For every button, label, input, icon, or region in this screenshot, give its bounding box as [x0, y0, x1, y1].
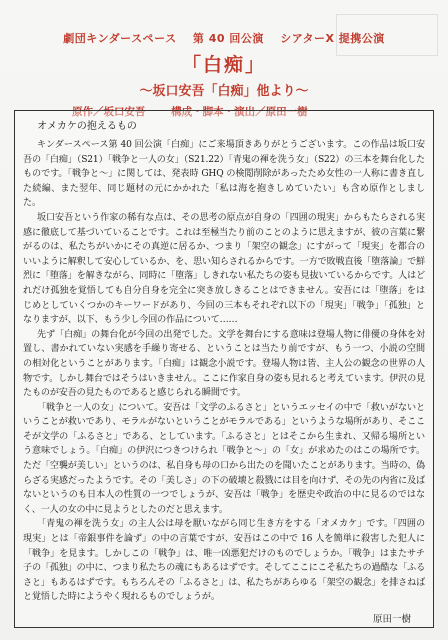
partner-theater: シアターX 提携公演 — [280, 32, 385, 45]
essay-signature: 原田一樹 — [372, 614, 411, 625]
essay-box — [14, 110, 434, 628]
play-title: 「白痴」 — [181, 54, 266, 76]
play-subtitle: 〜坂口安吾「白痴」他より〜 — [139, 84, 309, 99]
essay-paragraph: 坂口安吾という作家の稀有な点は、その思考の原点が自身の「四囲の現実」からもたらされる実感に徹底して基づいていることです。これは至極当たり前のことのように思えますが、彼の言葉に繋がるのは、私たちがいかにその真逆に居るか、つまり「架空の観念」にすがって「現実」を都合のいいように解釈して安心しているか、を、思い知らされるからです。一方で敗戦直後「堕落論」で鮮烈に「堕落」を解きながら、同時に「堕落」しきれない私たちの姿も見抜いているからです。人はどれだけ孤独を覚悟しても自分自身を完全に突き放しきることはできません。安吾には「堕落」をはじめとしていくつかのキーワードがあり、今回の三本もそれぞれ以下の「現実」「戦争」「孤独」となりますが、以下、もう少し今回の作品について…… — [23, 212, 425, 326]
director-credit: 構成・脚本・演出／原田一樹 — [171, 106, 308, 118]
company-name: 劇団キンダースペース — [63, 32, 177, 45]
essay-paragraph: 「戦争と一人の女」について。安吾は「文学のふるさと」というエッセイの中で「救いがないということが救いであり、モラルがないということがモラルである」というような場所があり、そここそが文学の「ふるさと」である、としています。「ふるさと」とはそこから生まれ、又帰る場所という意味でしょう。「白痴」の伊沢につきつけられ「戦争と〜」の「女」が求めたのはこの場所です。ただ「空襲が美しい」というのは、私自身も母の口から出たのを聞いたことがあります。当時の、偽らざる実感だったようです。その「美しさ」の下の破壊と殺戮には目を向けず、その先の内省に及ばないというのも日本人の性質の一つでしょうが、安吾は「戦争」を歴史や政治の中に見るのではなく、一人の女の中に見ようとしたのだと思えます。 — [23, 402, 425, 515]
original-author-credit: 原作／坂口安吾 — [72, 106, 146, 118]
essay-paragraph: 「青鬼の褌を洗う女」の主人公は母を厭いながら同じ生き方をする「オメカケ」です。「四囲の現実」とは「帝銀事件を論ず」の中の言葉ですが、安吾はこの中で 16 人を簡単に殺害した犯人に「戦争」を見ます。しかしこの「戦争」は、唯一凶悪犯だけのものでしょうか。「戦争」はまたサチ子の「孤独」の中に、つまり私たちの魂にもあるはずです。そしてここにこそ私たちの過酷な「ふるさと」もあるはずです。もちろんその「ふるさと」は、私たちがあらゆる「架空の観念」を排さねばと覚悟した時にようやく現れるものでしょうが。 — [23, 519, 426, 603]
essay-heading: オメカケの抱えるもの — [37, 121, 137, 132]
organization-line — [0, 30, 448, 46]
essay-paragraph: 先ず「白痴」の舞台化が今回の出発でした。文学を舞台にする意味は登場人物に俳優の身体を対置し、書かれていない実感を手繰り寄せる、ということは当たり前ですが、もう一つ、小説の空間の相対化ということがあります。「白痴」は観念小説です。登場人物は皆、主人公の観念の世界の人物です。しかし舞台ではそうはいきません。ここに作家自身の姿も見れると考えています。伊沢の見たものが安吾の見たものであると感じられる瞬間です。 — [23, 329, 425, 399]
essay-paragraph: キンダースペース第 40 回公演「白痴」にご来場頂きありがとうございます。この作品は坂口安吾の「白痴」（S21）「戦争と一人の女」（S21.22）「青鬼の褌を洗う女」（S22）の三本を舞台化したものです。「戦争と〜」に関しては、発表時 GHQ の検閲削除があったため女性の一人称に書き直した続編、また翌年、同じ題材の元にかかれた「私は海を抱きしめていたい」も含め原作としました。 — [23, 140, 425, 209]
performance-number: 第 40 回公演 — [192, 32, 264, 45]
program-header — [0, 30, 448, 119]
